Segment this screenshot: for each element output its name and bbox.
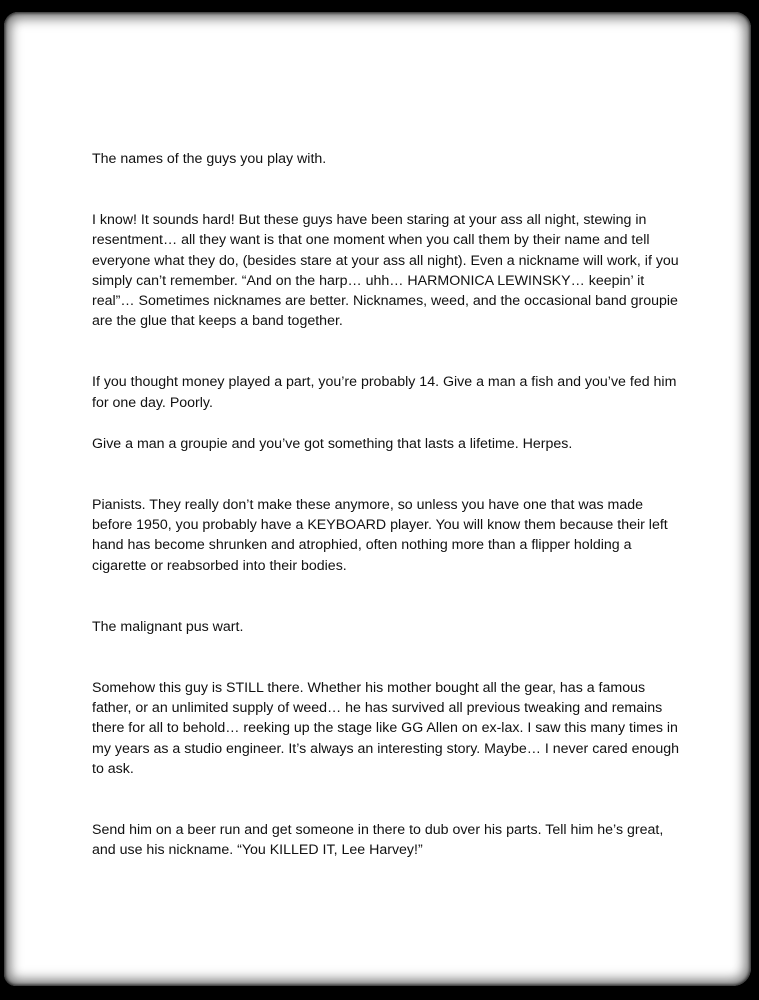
paragraph-pus-wart: The malignant pus wart. [92, 618, 244, 635]
document-page [4, 12, 751, 986]
paragraph-still-there: Somehow this guy is STILL there. Whether his mother bought all the gear, has a famous father, or an unlimited supply of weed… he has survived all previous tweaking and remains there for all to behold… reeking up the stage like GG Allen on ex-lax. I saw this many times in my years as a studio engineer. It’s always an interesting story. Maybe… I never cared enough to ask. [92, 680, 679, 777]
paragraph-money: If you thought money played a part, you’re probably 14. Give a man a fish and you’ve fed him for one day. Poorly. [92, 374, 677, 411]
paragraph-names-explanation: I know! It sounds hard! But these guys have been staring at your ass all night, stewing in resentment… all they want is that one moment when you call them by their name and tell everyone what they do, (besides stare at your ass all night). Even a nickname will work, if you simply can’t remember. “And on the harp… uhh… HARMONICA LEWINSKY… keepin’ it real”… Sometimes nicknames are better. Nicknames, weed, and the occasional band groupie are the glue that keeps a band together. [92, 212, 679, 330]
paragraph-guys-names: The names of the guys you play with. [92, 151, 327, 167]
paragraph-pianists: Pianists. They really don’t make these anymore, so unless you have one that was made before 1950, you probably have a KEYBOARD player. You will know them because their left hand has become shrunken and atrophied, often nothing more than a flipper holding a cigarette or reabsorbed into their bodies. [92, 497, 668, 574]
paragraph-groupie: Give a man a groupie and you’ve got something that lasts a lifetime. Herpes. [92, 435, 573, 452]
paragraph-beer-run: Send him on a beer run and get someone in there to dub over his parts. Tell him he’s great, and use his nickname. “You KILLED IT, Lee Harvey!” [92, 822, 664, 859]
document-body [92, 133, 682, 860]
